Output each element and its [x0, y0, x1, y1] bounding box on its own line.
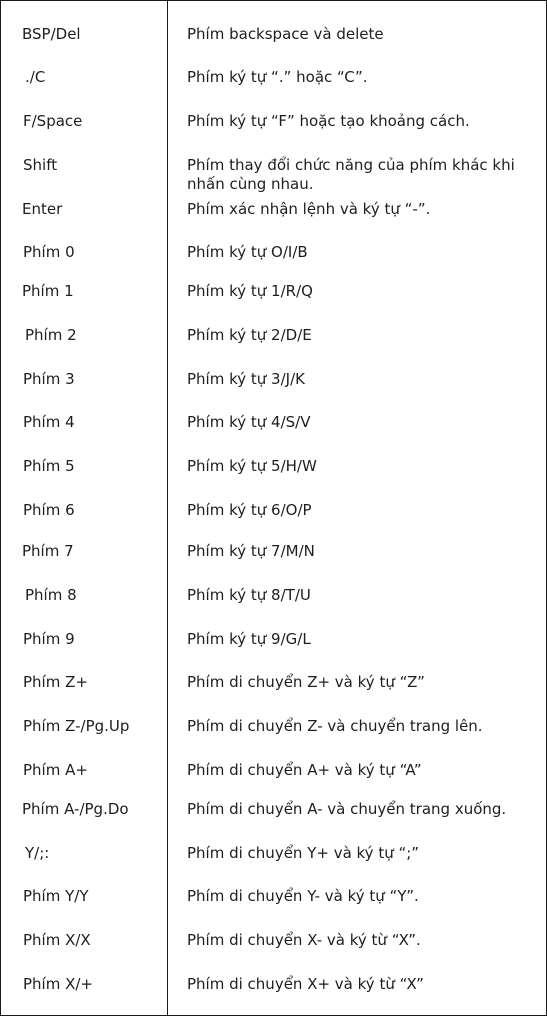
- key-label: Phím 9: [23, 630, 75, 648]
- key-label: Phím X/+: [23, 975, 93, 993]
- key-label: Phím 0: [23, 243, 75, 261]
- key-label: Phím 7: [22, 542, 74, 560]
- key-label: BSP/Del: [22, 25, 81, 43]
- key-description: Phím ký tự 2/D/E: [187, 326, 312, 344]
- key-description: Phím di chuyển Z+ và ký tự “Z”: [187, 673, 425, 691]
- key-label: Phím 6: [23, 501, 75, 519]
- key-description: Phím di chuyển X+ và ký từ “X”: [187, 975, 424, 993]
- key-label: Phím A-/Pg.Do: [22, 800, 129, 818]
- key-description: Phím xác nhận lệnh và ký tự “-”.: [187, 200, 431, 218]
- key-description: Phím backspace và delete: [187, 25, 384, 43]
- key-description: Phím ký tự 7/M/N: [187, 542, 315, 560]
- key-label: Phím X/X: [23, 931, 91, 949]
- key-description: Phím ký tự “F” hoặc tạo khoảng cách.: [187, 112, 470, 130]
- key-description: Phím di chuyển Z- và chuyển trang lên.: [187, 717, 483, 735]
- key-label: F/Space: [23, 112, 83, 130]
- key-label: Phím 1: [22, 282, 74, 300]
- key-label: Phím 4: [23, 413, 75, 431]
- key-label: Phím 3: [23, 370, 75, 388]
- key-description: Phím ký tự 1/R/Q: [187, 282, 313, 300]
- key-label: ./C: [25, 68, 46, 86]
- key-label: Phím Z-/Pg.Up: [23, 717, 130, 735]
- key-description: Phím di chuyển A- và chuyển trang xuống.: [187, 800, 507, 818]
- key-description: Phím ký tự 8/T/U: [187, 586, 311, 604]
- key-description: Phím di chuyển A+ và ký tự “A”: [187, 761, 422, 779]
- key-label: Phím 5: [23, 457, 75, 475]
- key-description: Phím ký tự 6/O/P: [187, 501, 312, 519]
- key-description: Phím ký tự 3/J/K: [187, 370, 305, 388]
- key-description: Phím ký tự 9/G/L: [187, 630, 311, 648]
- key-description: Phím thay đổi chức năng của phím khác khi nhấn cùng nhau.: [187, 156, 515, 193]
- key-description: Phím ký tự O/I/B: [187, 243, 308, 261]
- key-description: Phím di chuyển Y- và ký tự “Y”.: [187, 887, 419, 905]
- key-label: Shift: [23, 156, 58, 174]
- key-label: Phím 2: [25, 326, 77, 344]
- column-divider: [167, 1, 168, 1015]
- key-label: Phím 8: [25, 586, 77, 604]
- key-description: Phím ký tự 5/H/W: [187, 457, 317, 475]
- key-description: Phím di chuyển Y+ và ký tự “;”: [187, 844, 420, 862]
- key-label: Enter: [22, 200, 63, 218]
- key-label: Phím Z+: [23, 673, 88, 691]
- key-label: Phím Y/Y: [23, 887, 89, 905]
- key-label: Phím A+: [23, 761, 88, 779]
- key-label: Y/;:: [25, 844, 50, 862]
- key-description: Phím ký tự 4/S/V: [187, 413, 311, 431]
- key-description: Phím di chuyển X- và ký từ “X”.: [187, 931, 421, 949]
- key-description: Phím ký tự “.” hoặc “C”.: [187, 68, 368, 86]
